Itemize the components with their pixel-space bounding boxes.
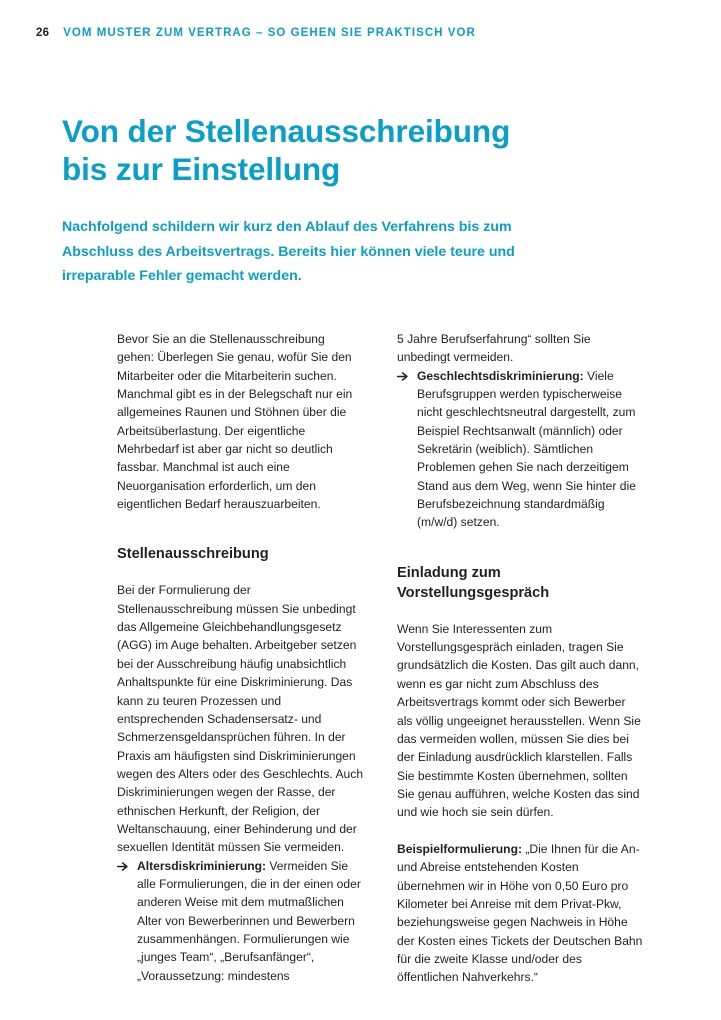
bullet-lead-in: Altersdiskriminierung:: [137, 858, 267, 873]
lead-paragraph: Nachfolgend schildern wir kurz den Ablauf des Verfahrens bis zum Abschluss des Arbeitsvertrags. Bereits hier können viele teure und irreparable Fehler gemacht werden.: [62, 219, 515, 284]
section-heading-einladung: Einladung zum Vorstellungsgespräch: [397, 564, 550, 601]
arrow-right-icon: [397, 367, 411, 382]
body-columns: [117, 330, 645, 987]
right-bullet-list: [397, 367, 644, 532]
page-title: [62, 112, 582, 188]
page-title-line-2: bis zur Einstellung: [62, 151, 341, 187]
list-item: [117, 857, 364, 985]
example-lead-in: Beispielformulierung:: [397, 841, 522, 856]
bullet-text: Viele Berufsgruppen werden typischerweise nicht geschlechtsneutral dargestellt, zum Beispiel Rechtsanwalt (männlich) oder Sekretärin (weiblich). Sämtlichen Problemen gehen Sie nach derzeitigem Stand aus dem Weg, wenn Sie hinter die Berufsbezeichnung standardmäßig (m/w/d) setzen.: [417, 368, 636, 530]
example-text: „Die Ihnen für die An- und Abreise entstehenden Kosten übernehmen wir in Höhe von 0,50 Euro pro Kilometer bei Anreise mit dem Privat-Pkw, beziehungsweise gegen Nachweis in Höhe der Kosten eines Tickets der Deutschen Bahn für die zweite Klasse und/oder des öffentlichen Nahverkehrs.“: [397, 841, 643, 985]
left-intro-paragraph: Bevor Sie an die Stellenausschreibung gehen: Überlegen Sie genau, wofür Sie den Mitarbeiter oder die Mitarbeiterin suchen. Manchmal gibt es in der Belegschaft nur ein allgemeines Raunen und Stöhnen über die Arbeitsüberlastung. Der eigentliche Mehrbedarf ist aber gar nicht so deutlich fassbar. Manchmal ist auch eine Neuorganisation erforderlich, um den eigentlichen Bedarf herauszuarbeiten.: [117, 332, 353, 512]
left-section-paragraph: Bei der Formulierung der Stellenausschreibung müssen Sie unbedingt das Allgemeine Gleichbehandlungsgesetz (AGG) im Auge behalten. Arbeitgeber setzen bei der Ausschreibung häufig unabsichtlich Anhaltspunkte für eine Diskriminierung. Das kann zu teuren Prozessen und entsprechenden Schadensersatz- und Schmerzensgeldansprüchen führen. In der Praxis am häufigsten sind Diskriminierungen wegen des Alters oder des Geschlechts. Auch Diskriminierungen wegen der Rasse, der ethnischen Herkunft, der Religion, der Weltanschauung, einer Behinderung und der sexuellen Identität müssen Sie vermeiden.: [117, 583, 364, 855]
section-heading-stellenausschreibung: Stellenausschreibung: [117, 546, 269, 563]
list-item: [397, 367, 644, 532]
page-title-line-1: Von der Stellenausschreibung: [62, 113, 511, 149]
title-block: [62, 112, 582, 289]
right-continuation-paragraph: 5 Jahre Berufserfahrung“ sollten Sie unbedingt vermeiden.: [397, 332, 591, 365]
left-bullet-list: [117, 857, 364, 985]
bullet-lead-in: Geschlechtsdiskriminierung:: [417, 368, 584, 383]
running-header-title: VOM MUSTER ZUM VERTRAG – SO GEHEN SIE PRAKTISCH VOR: [63, 27, 476, 39]
page-number: 26: [36, 27, 50, 39]
left-column: [117, 330, 364, 987]
right-column: [397, 330, 644, 987]
arrow-right-icon: [117, 857, 131, 872]
example-paragraph: [397, 840, 644, 987]
running-header: [36, 27, 476, 39]
right-section-paragraph: Wenn Sie Interessenten zum Vorstellungsgespräch einladen, tragen Sie grundsätzlich die Kosten. Das gilt auch dann, wenn es gar nicht zum Abschluss des Arbeitsvertrags kommt oder sich Bewerber als völlig ungeeignet herausstellen. Wenn Sie das vermeiden wollen, müssen Sie dies bei der Einladung ausdrücklich klarstellen. Falls Sie bestimmte Kosten übernehmen, sollten Sie genau aufführen, welche Kosten das sind und wie hoch sie sein dürfen.: [397, 621, 641, 820]
bullet-text: Vermeiden Sie alle Formulierungen, die in der einen oder anderen Weise mit dem mutmaßlichen Alter von Bewerberinnen und Bewerbern zusammenhängen. Formulierungen wie „junges Team“, „Berufsanfänger“, „Voraussetzung: mindestens: [137, 858, 361, 983]
